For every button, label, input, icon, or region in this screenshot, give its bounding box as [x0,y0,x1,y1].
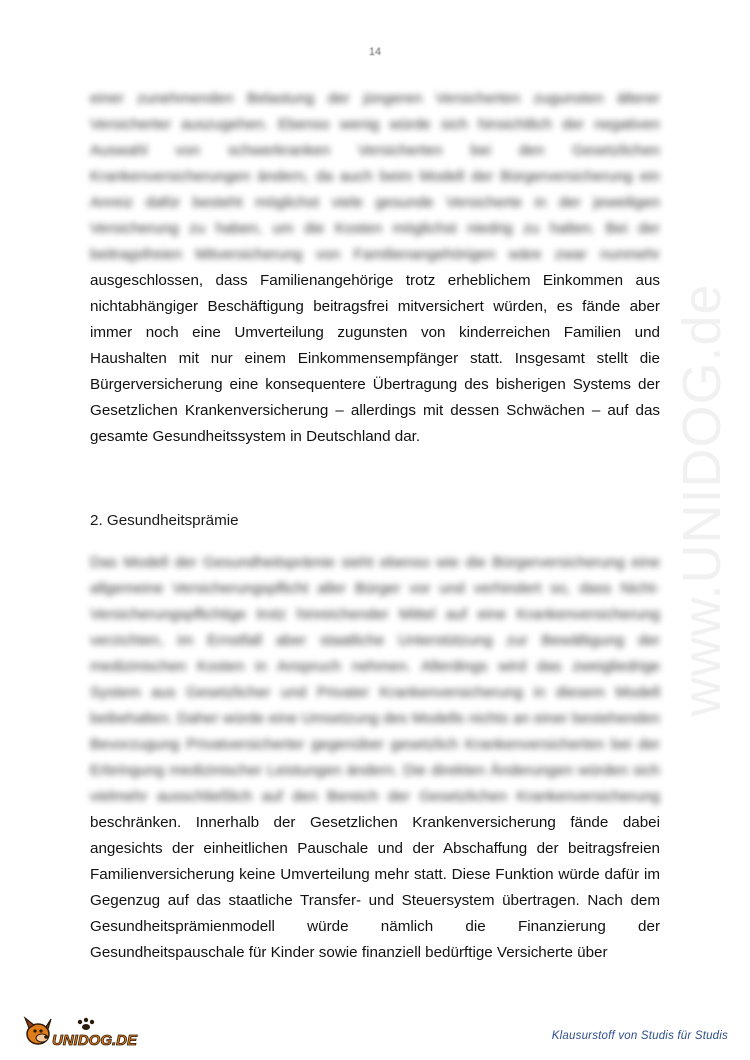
paragraph-text: beschränken. Innerhalb der Gesetzlichen Krankenversicherung fände dabei angesichts der einheitlichen Pauschale und der Abschaffung der beitragsfreien Familienversicherung keine Umverteilung mehr statt. Diese Funktion würde dafür im Gegenzug auf das staatliche Transfer- und Steuersystem übertragen. Nach dem Gesundheitsprämienmodell würde nämlich die Finanzierung der Gesundheitspauschale für Kinder sowie finanziell bedürftige Versicherte über [90,814,660,961]
page-number: 14 [368,46,382,58]
dog-logo-icon [20,1014,160,1050]
footer-tagline: Klausurstoff von Studis für Studis [551,1030,728,1042]
document-body [90,86,660,966]
blurred-text: Das Modell der Gesundheitsprämie sieht ebenso wie die Bürgerversicherung eine allgemeine Versicherungspflicht aller Bürger vor und verhindert so, dass Nicht-Versicherungspflichtige trotz hinreichender Mittel auf eine Krankenversicherung verzichten, im Ernstfall aber staatliche Unterstützung zur Bewältigung der medizinischen Kosten in Anspruch nehmen. Allerdings wird das zweigliedrige System aus Gesetzlicher und Privater Krankenversicherung in diesem Modell beibehalten. Daher würde eine Umsetzung des Modells nichts an einer bestehenden Bevorzugung Privatversicherter gegenüber gesetzlich Krankenversicherten bei der Erbringung medizinischer Leistungen ändern. Die direkten Änderungen würden sich vielmehr ausschließlich auf den Bereich der Gesetzlichen Krankenversicherung [90,554,660,805]
paragraph-text: ausgeschlossen, dass Familienangehörige trotz erheblichem Einkommen aus nichtabhängiger Beschäftigung beitragsfrei mitversichert würden, es fände aber immer noch eine Umverteilung zugunsten von kinderreichen Familien und Haushalten mit nur einem Einkommensempfänger statt. Insgesamt stellt die Bürgerversicherung eine konsequentere Übertragung des bisherigen Systems der Gesetzlichen Krankenversicherung – allerdings mit dessen Schwächen – auf das gesamte Gesundheitssystem in Deutschland dar. [90,272,660,445]
unidog-logo[interactable] [20,1014,160,1050]
blurred-text: einer zunehmenden Belastung der jüngeren Versicherten zugunsten älterer Versicherter auszugehen. Ebenso wenig würde sich hinsichtlich der negativen Auswahl von schwerkranken Versicherten bei den Gesetzlichen Krankenversicherungen ändern, da auch beim Modell der Bürgerversicherung ein Anreiz dafür besteht möglichst viele gesunde Versicherte in der jeweiligen Versicherung zu haben, um die Kosten möglichst niedrig zu halten. Bei der beitragsfreien Mitversicherung von Familienangehörigen wäre zwar nunmehr [90,90,660,263]
paragraph-1 [90,86,660,450]
section-heading: 2. Gesundheitsprämie [90,512,239,529]
watermark [672,280,732,720]
watermark-text: www.UNIDOG.de [672,283,732,717]
paragraph-2 [90,550,660,966]
logo-text: UNIDOG.DE [52,1032,138,1049]
